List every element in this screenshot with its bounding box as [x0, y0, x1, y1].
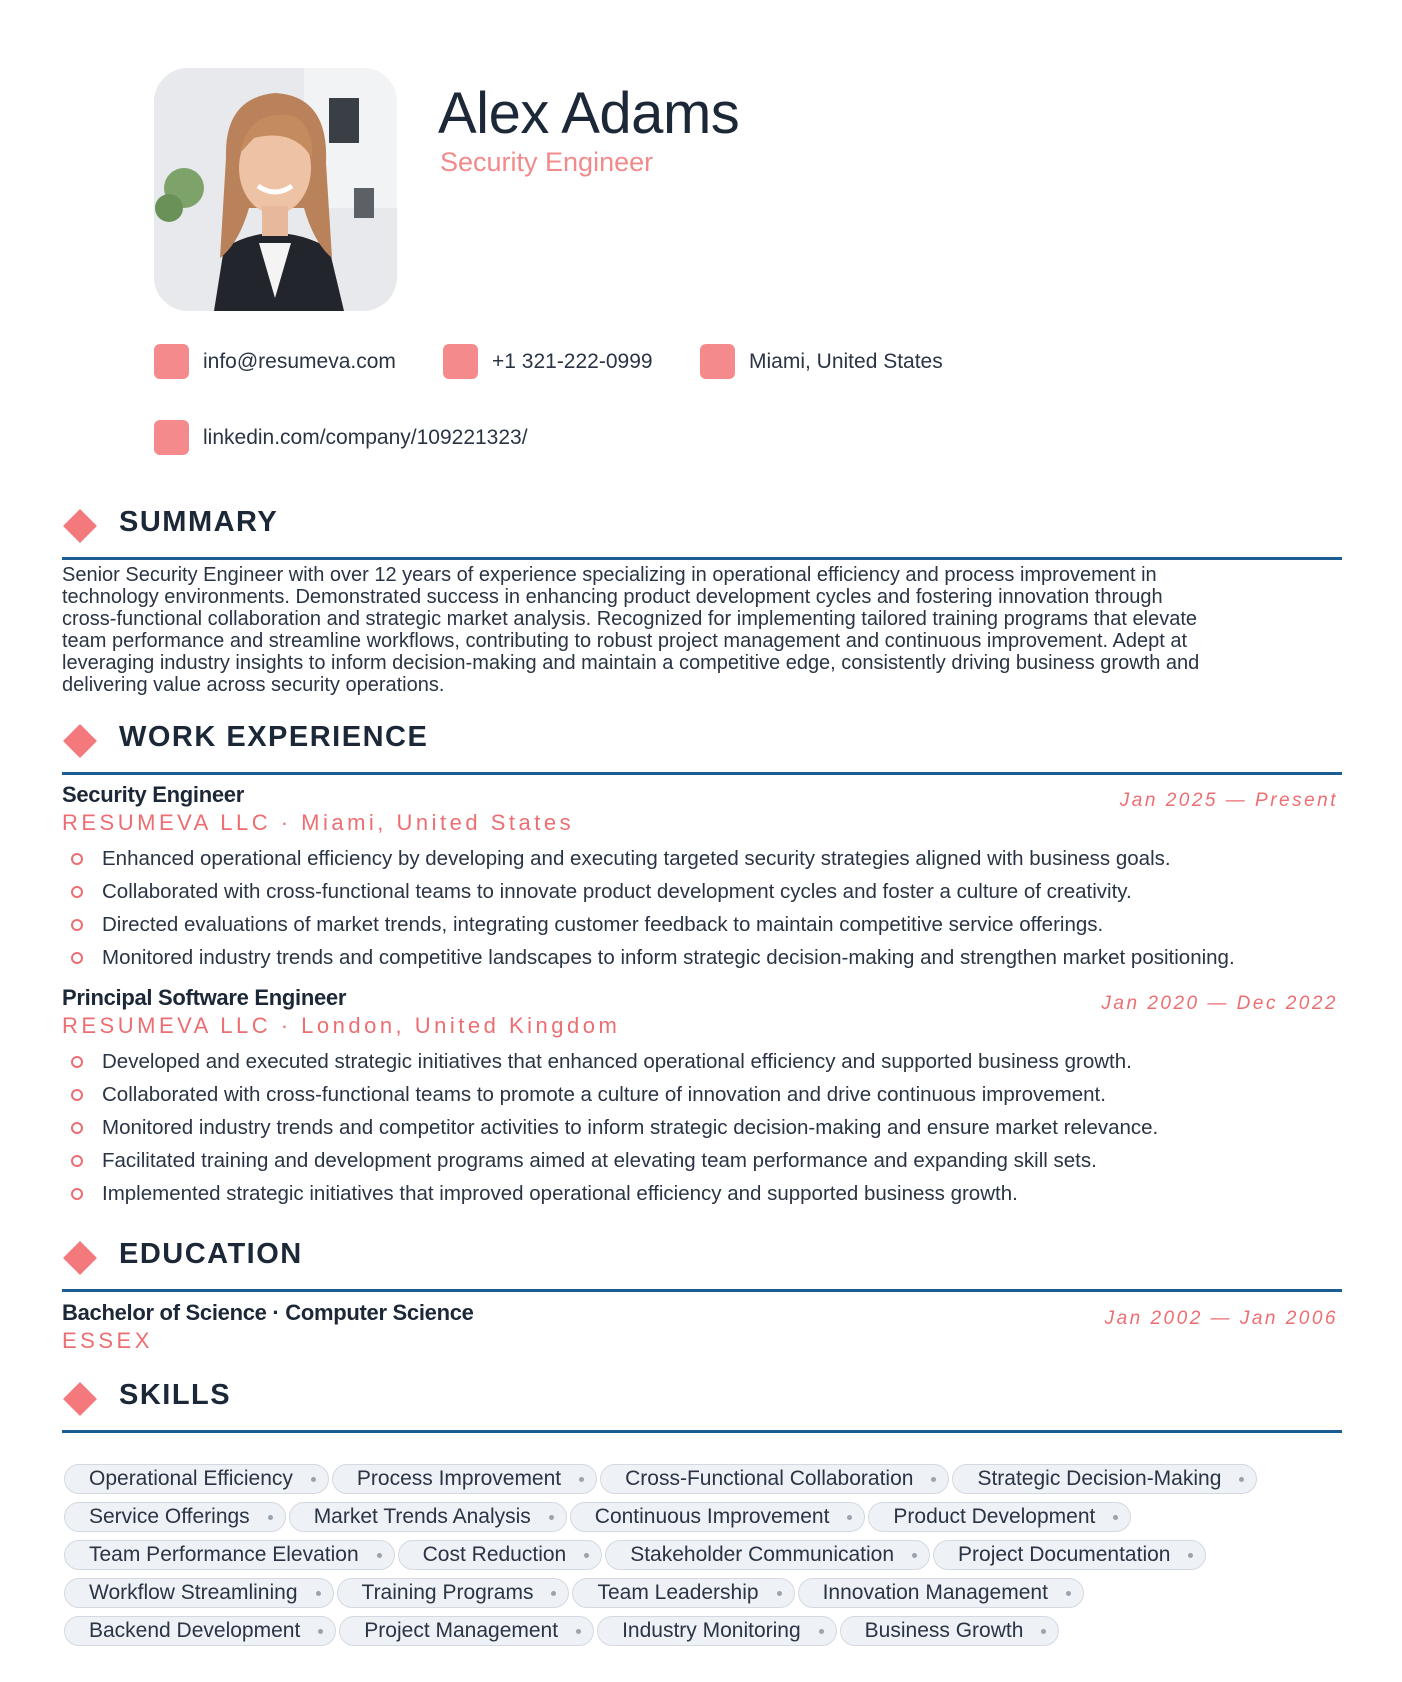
dot-separator-icon	[584, 1553, 589, 1558]
skill-chip: Project Documentation	[933, 1540, 1206, 1570]
candidate-role: Security Engineer	[440, 147, 654, 177]
bullet-item	[62, 1181, 1342, 1214]
skill-chip: Innovation Management	[798, 1578, 1084, 1608]
email-icon	[154, 344, 189, 379]
education-heading	[62, 1228, 1342, 1278]
skill-chip: Service Offerings	[64, 1502, 286, 1532]
bullet-circle-icon	[71, 952, 83, 964]
contact-phone-text: +1 321-222-0999	[492, 349, 653, 373]
section-rule	[62, 1289, 1342, 1292]
bullet-text: Directed evaluations of market trends, integrating customer feedback to maintain competitive service offerings.	[102, 913, 1104, 936]
bullet-text: Enhanced operational efficiency by developing and executing targeted security strategies aligned with business goals.	[102, 847, 1171, 870]
bullet-item	[62, 1082, 1342, 1115]
bullet-circle-icon	[71, 1188, 83, 1200]
skills-heading	[62, 1369, 1342, 1419]
dot-separator-icon	[311, 1477, 316, 1482]
candidate-name: Alex Adams	[438, 81, 740, 146]
skill-chip: Cost Reduction	[398, 1540, 603, 1570]
bullet-item	[62, 912, 1342, 945]
location-icon	[700, 344, 735, 379]
contact-phone[interactable]	[443, 344, 653, 379]
skill-chip: Project Management	[339, 1616, 594, 1646]
skills-row	[64, 1502, 1354, 1540]
summary-line: Senior Security Engineer with over 12 years of experience specializing in operational efficiency and process improvement in	[62, 564, 1157, 586]
bullet-item	[62, 1115, 1342, 1148]
job-org: RESUMEVA LLC · London, United Kingdom	[62, 1013, 621, 1038]
job-title: Security Engineer	[62, 782, 244, 807]
skill-chip: Workflow Streamlining	[64, 1578, 334, 1608]
skill-chip: Process Improvement	[332, 1464, 597, 1494]
profile-photo-image	[154, 68, 397, 311]
bullet-text: Monitored industry trends and competitor activities to inform strategic decision-making and ensure market relevance.	[102, 1116, 1159, 1139]
bullet-text: Facilitated training and development programs aimed at elevating team performance and expanding skill sets.	[102, 1149, 1097, 1172]
contact-location-text: Miami, United States	[749, 349, 943, 373]
profile-photo	[154, 68, 397, 311]
education-date: Jan 2002 — Jan 2006	[1104, 1308, 1338, 1329]
summary-line: leveraging industry insights to inform decision-making and maintain a competitive edge, consistently driving business growth and	[62, 652, 1200, 674]
diamond-icon	[63, 1241, 97, 1275]
skills-section	[62, 1369, 1342, 1419]
section-rule	[62, 1430, 1342, 1433]
bullet-text: Monitored industry trends and competitive landscapes to inform strategic decision-making and strengthen market positioning.	[102, 946, 1235, 969]
skills-row	[64, 1464, 1354, 1502]
education-section	[62, 1228, 1342, 1278]
bullet-item	[62, 846, 1342, 879]
dot-separator-icon	[1188, 1553, 1193, 1558]
skill-chip: Team Leadership	[572, 1578, 794, 1608]
contact-linkedin-text: linkedin.com/company/109221323/	[203, 425, 528, 449]
bullet-circle-icon	[71, 919, 83, 931]
skill-chip: Business Growth	[840, 1616, 1060, 1646]
bullet-circle-icon	[71, 1155, 83, 1167]
summary-title: SUMMARY	[119, 506, 318, 539]
dot-separator-icon	[1239, 1477, 1244, 1482]
education-title: EDUCATION	[119, 1238, 343, 1271]
diamond-icon	[63, 509, 97, 543]
bullet-text: Collaborated with cross-functional teams to innovate product development cycles and foster a culture of creativity.	[102, 880, 1132, 903]
skill-chip: Team Performance Elevation	[64, 1540, 395, 1570]
dot-separator-icon	[549, 1515, 554, 1520]
skills-list	[64, 1464, 1354, 1654]
skill-chip: Training Programs	[337, 1578, 570, 1608]
education-entry	[62, 1300, 1342, 1354]
skills-row	[64, 1616, 1354, 1654]
summary-line: delivering value across security operations.	[62, 674, 445, 696]
phone-icon	[443, 344, 478, 379]
bullet-text: Collaborated with cross-functional teams to promote a culture of innovation and drive continuous improvement.	[102, 1083, 1106, 1106]
bullet-item	[62, 945, 1342, 978]
job-title: Principal Software Engineer	[62, 985, 347, 1010]
skill-chip: Product Development	[868, 1502, 1131, 1532]
job-date: Jan 2020 — Dec 2022	[1101, 993, 1338, 1014]
dot-separator-icon	[551, 1591, 556, 1596]
summary-text	[62, 564, 1347, 696]
contact-email[interactable]	[154, 344, 396, 379]
summary-heading	[62, 496, 1342, 546]
experience-title: WORK EXPERIENCE	[119, 721, 468, 754]
education-school: ESSEX	[62, 1328, 153, 1353]
job-entry	[62, 782, 1342, 978]
section-rule	[62, 772, 1342, 775]
job-org: RESUMEVA LLC · Miami, United States	[62, 810, 575, 835]
bullet-circle-icon	[71, 1056, 83, 1068]
bullet-circle-icon	[71, 1122, 83, 1134]
skill-chip: Continuous Improvement	[570, 1502, 866, 1532]
bullet-item	[62, 1148, 1342, 1181]
linkedin-icon	[154, 420, 189, 455]
skills-row	[64, 1540, 1354, 1578]
skills-row	[64, 1578, 1354, 1616]
bullet-item	[62, 879, 1342, 912]
dot-separator-icon	[912, 1553, 917, 1558]
diamond-icon	[63, 724, 97, 758]
dot-separator-icon	[1066, 1591, 1071, 1596]
skills-title: SKILLS	[119, 1379, 271, 1412]
experience-section	[62, 711, 1342, 761]
skill-chip: Backend Development	[64, 1616, 336, 1646]
dot-separator-icon	[819, 1629, 824, 1634]
skill-chip: Cross-Functional Collaboration	[600, 1464, 949, 1494]
diamond-icon	[63, 1382, 97, 1416]
dot-separator-icon	[931, 1477, 936, 1482]
dot-separator-icon	[1113, 1515, 1118, 1520]
bullet-text: Implemented strategic initiatives that improved operational efficiency and supported business growth.	[102, 1182, 1018, 1205]
job-bullets	[62, 846, 1342, 978]
bullet-text: Developed and executed strategic initiatives that enhanced operational efficiency and supported business growth.	[102, 1050, 1132, 1073]
education-degree: Bachelor of Science · Computer Science	[62, 1300, 474, 1325]
dot-separator-icon	[318, 1629, 323, 1634]
contact-email-text: info@resumeva.com	[203, 349, 396, 373]
skill-chip: Industry Monitoring	[597, 1616, 837, 1646]
dot-separator-icon	[847, 1515, 852, 1520]
summary-line: team performance and streamline workflows, contributing to robust project management and continuous improvement. Adept at	[62, 630, 1188, 652]
skill-chip: Strategic Decision-Making	[952, 1464, 1257, 1494]
dot-separator-icon	[777, 1591, 782, 1596]
bullet-item	[62, 1049, 1342, 1082]
dot-separator-icon	[377, 1553, 382, 1558]
contact-linkedin[interactable]	[154, 420, 528, 455]
bullet-circle-icon	[71, 853, 83, 865]
bullet-circle-icon	[71, 1089, 83, 1101]
summary-line: technology environments. Demonstrated success in enhancing product development cycles and fostering innovation through	[62, 586, 1163, 608]
job-entry	[62, 985, 1342, 1214]
job-bullets	[62, 1049, 1342, 1214]
dot-separator-icon	[268, 1515, 273, 1520]
contact-location	[700, 344, 943, 379]
dot-separator-icon	[1041, 1629, 1046, 1634]
summary-section	[62, 496, 1342, 546]
dot-separator-icon	[316, 1591, 321, 1596]
dot-separator-icon	[576, 1629, 581, 1634]
dot-separator-icon	[579, 1477, 584, 1482]
skill-chip: Market Trends Analysis	[289, 1502, 567, 1532]
summary-line: cross-functional collaboration and strategic market analysis. Recognized for implementing tailored training programs that elevate	[62, 608, 1198, 630]
experience-heading	[62, 711, 1342, 761]
bullet-circle-icon	[71, 886, 83, 898]
skill-chip: Stakeholder Communication	[605, 1540, 930, 1570]
skill-chip: Operational Efficiency	[64, 1464, 329, 1494]
job-date: Jan 2025 — Present	[1119, 790, 1338, 811]
section-rule	[62, 557, 1342, 560]
